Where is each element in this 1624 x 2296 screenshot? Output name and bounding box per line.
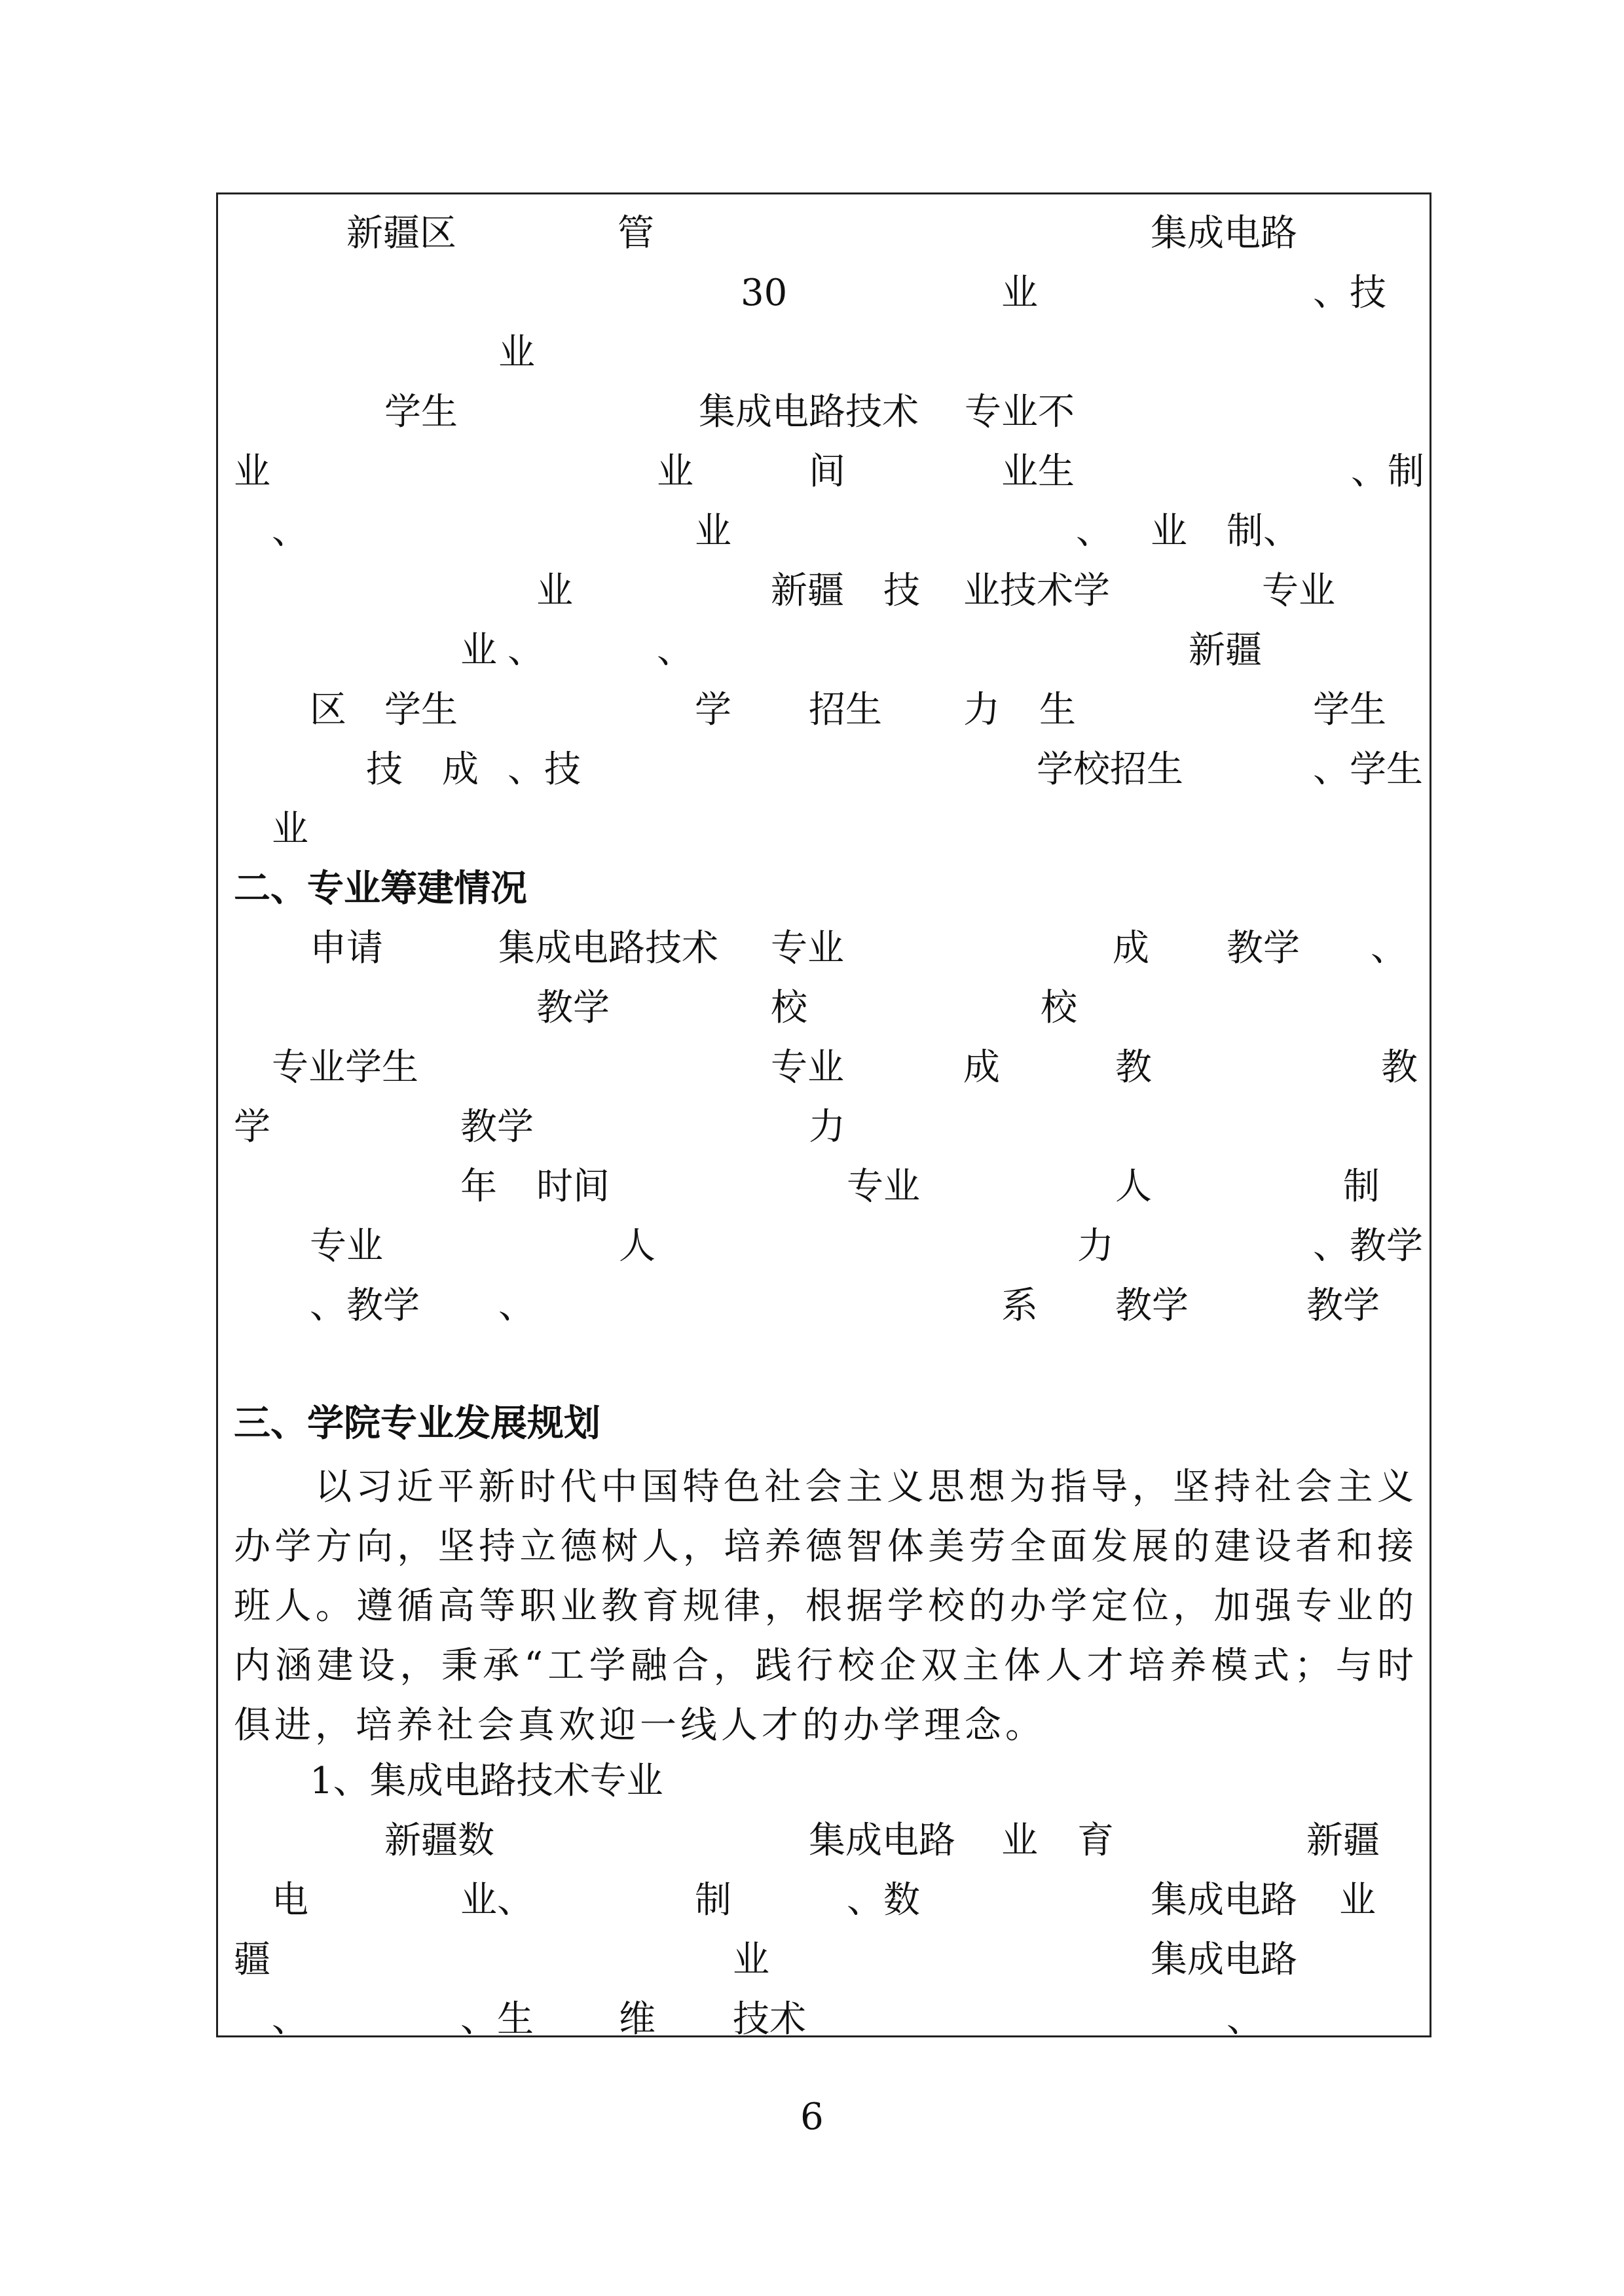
text-fragment: 教学 bbox=[1115, 1285, 1189, 1327]
paragraph-text: 以习近平新时代中国特色社会主义思想为指导，坚持社会主义办学方向，坚持立德树人，培养德智体美劳全面发展的建设者和接班人。遵循高等职业教育规律，根据学校的办学定位，加强专业的内涵建设，秉承“工学融合，践行校企双主体人才培养模式；与时俱进，培养社会真欢迎一线人才的办学理念。 bbox=[234, 1466, 1418, 1747]
text-fragment: 、 bbox=[498, 1285, 535, 1327]
text-fragment: 疆 bbox=[234, 1939, 270, 1981]
text-fragment: 生 bbox=[1039, 689, 1076, 731]
text-line bbox=[218, 1220, 1430, 1273]
text-fragment: 系 bbox=[1001, 1285, 1038, 1327]
content-frame bbox=[216, 192, 1431, 2041]
text-fragment: 、 bbox=[272, 510, 308, 553]
text-fragment: 新疆 bbox=[771, 570, 844, 612]
text-fragment: 专业 bbox=[771, 927, 844, 970]
text-line bbox=[218, 505, 1430, 558]
text-fragment: 专业 bbox=[771, 1046, 844, 1089]
text-line bbox=[218, 1934, 1430, 1986]
text-fragment: 成 bbox=[442, 748, 479, 791]
text-line bbox=[218, 446, 1430, 498]
text-fragment: 技 bbox=[366, 748, 403, 791]
text-fragment: 时间 bbox=[536, 1165, 610, 1208]
development-plan-paragraph bbox=[234, 1457, 1418, 1755]
text-fragment: 力 bbox=[1077, 1225, 1114, 1267]
text-fragment: 业 bbox=[1339, 1879, 1376, 1922]
text-fragment: 、 bbox=[1076, 510, 1113, 553]
text-fragment: 教学 bbox=[536, 987, 610, 1029]
text-fragment: 集成电路 bbox=[1151, 1939, 1297, 1981]
text-fragment: 业 bbox=[1001, 272, 1038, 314]
text-fragment: 教 bbox=[1381, 1046, 1418, 1089]
section-heading-3: 三、学院专业发展规划 bbox=[234, 1402, 600, 1445]
text-fragment: 学生 bbox=[384, 391, 458, 433]
text-fragment: 管 bbox=[618, 212, 654, 255]
text-fragment: 30 bbox=[741, 272, 788, 314]
text-fragment: 业 bbox=[657, 450, 693, 493]
text-fragment: 业 bbox=[272, 808, 308, 850]
text-line bbox=[218, 1042, 1430, 1094]
text-line bbox=[218, 922, 1430, 975]
text-line bbox=[218, 1815, 1430, 1867]
text-line bbox=[218, 1874, 1430, 1927]
text-fragment: 力 bbox=[963, 689, 1000, 731]
text-fragment: 、 bbox=[272, 1998, 308, 2041]
text-fragment: 电 bbox=[272, 1879, 308, 1922]
text-fragment: 学生 bbox=[384, 689, 458, 731]
text-fragment: 业、 bbox=[460, 1879, 534, 1922]
text-fragment: 集成电路 bbox=[809, 1819, 955, 1862]
text-fragment: 业 bbox=[1001, 1819, 1038, 1862]
text-fragment: 业 bbox=[234, 450, 270, 493]
text-fragment: 业 bbox=[1151, 510, 1187, 553]
text-fragment: 教学 bbox=[1306, 1285, 1380, 1327]
text-fragment: 学校招生 bbox=[1037, 748, 1183, 791]
text-fragment: 集成电路技术 bbox=[699, 391, 919, 433]
text-fragment: 维 bbox=[619, 1998, 655, 2041]
text-fragment: 育 bbox=[1077, 1819, 1114, 1862]
text-line bbox=[218, 744, 1430, 796]
text-fragment: 、技 bbox=[1313, 272, 1386, 314]
text-fragment: 业 bbox=[536, 570, 573, 612]
text-fragment: 学 bbox=[695, 689, 731, 731]
text-line bbox=[218, 1101, 1430, 1154]
text-line bbox=[218, 684, 1430, 737]
text-fragment: 、 bbox=[1227, 1998, 1263, 2041]
text-fragment: 业 bbox=[498, 331, 535, 374]
text-fragment: 新疆 bbox=[1306, 1819, 1380, 1862]
text-fragment: 、 bbox=[657, 629, 693, 672]
text-fragment: 、教学 bbox=[1313, 1225, 1423, 1267]
text-fragment: 人 bbox=[1115, 1165, 1152, 1208]
text-fragment: 招生 bbox=[809, 689, 882, 731]
text-fragment: 、 bbox=[1371, 927, 1407, 970]
text-fragment: 力 bbox=[809, 1106, 845, 1148]
text-fragment: 业 bbox=[733, 1939, 769, 1981]
text-fragment: 、数 bbox=[847, 1879, 920, 1922]
text-fragment: 专业 bbox=[1262, 570, 1335, 612]
text-fragment: 专业学生 bbox=[272, 1046, 418, 1089]
text-fragment: 制 bbox=[1343, 1165, 1380, 1208]
section-heading-2: 二、专业筹建情况 bbox=[234, 867, 527, 910]
text-line bbox=[218, 982, 1430, 1034]
text-fragment: 校 bbox=[771, 987, 807, 1029]
text-fragment: 教 bbox=[1115, 1046, 1152, 1089]
text-fragment: 制、 bbox=[1227, 510, 1300, 553]
text-fragment: 业 bbox=[460, 629, 497, 672]
text-fragment: 年 bbox=[460, 1165, 497, 1208]
subheading-line bbox=[218, 1755, 1430, 1808]
text-fragment: 、生 bbox=[460, 1998, 534, 2041]
text-fragment: 集成电路 bbox=[1151, 212, 1297, 255]
text-fragment: 制 bbox=[695, 1879, 731, 1922]
text-line bbox=[218, 327, 1430, 379]
text-line bbox=[218, 803, 1430, 856]
text-fragment: 技术 bbox=[733, 1998, 806, 2041]
text-fragment: 教学 bbox=[460, 1106, 534, 1148]
text-fragment: 新疆区 bbox=[346, 212, 456, 255]
text-fragment: 学生 bbox=[1313, 689, 1386, 731]
text-fragment: 、教学 bbox=[310, 1285, 420, 1327]
text-fragment: 、制 bbox=[1351, 450, 1424, 493]
text-fragment: 人 bbox=[619, 1225, 655, 1267]
text-fragment: 业技术学 bbox=[963, 570, 1110, 612]
text-fragment: 、技 bbox=[507, 748, 581, 791]
text-fragment: 申请 bbox=[310, 927, 383, 970]
text-fragment: 成 bbox=[963, 1046, 1000, 1089]
text-fragment: 间 bbox=[809, 450, 845, 493]
text-line bbox=[218, 625, 1430, 677]
text-fragment: 专业 bbox=[310, 1225, 383, 1267]
text-fragment: 专业 bbox=[847, 1165, 920, 1208]
text-line bbox=[218, 565, 1430, 617]
text-fragment: 校 bbox=[1041, 987, 1077, 1029]
text-fragment: 集成电路技术 bbox=[498, 927, 718, 970]
text-fragment: 技 bbox=[883, 570, 920, 612]
text-line bbox=[218, 1161, 1430, 1213]
text-fragment: 成 bbox=[1113, 927, 1149, 970]
text-fragment: 、 bbox=[507, 629, 544, 672]
text-fragment: 专业不 bbox=[965, 391, 1075, 433]
text-fragment: 新疆 bbox=[1189, 629, 1262, 672]
text-line bbox=[218, 208, 1430, 260]
text-line bbox=[218, 1994, 1430, 2046]
page-number: 6 bbox=[800, 2096, 824, 2138]
text-fragment: 、学生 bbox=[1313, 748, 1423, 791]
text-fragment: 区 bbox=[310, 689, 346, 731]
text-fragment: 业生 bbox=[1001, 450, 1075, 493]
text-line bbox=[218, 267, 1430, 319]
text-fragment: 集成电路 bbox=[1151, 1879, 1297, 1922]
subheading: 1、集成电路技术专业 bbox=[310, 1760, 663, 1802]
text-line bbox=[218, 386, 1430, 439]
text-fragment: 学 bbox=[234, 1106, 270, 1148]
text-fragment: 新疆数 bbox=[384, 1819, 494, 1862]
text-fragment: 业 bbox=[695, 510, 731, 553]
text-line bbox=[218, 1280, 1430, 1332]
text-fragment: 教学 bbox=[1227, 927, 1300, 970]
